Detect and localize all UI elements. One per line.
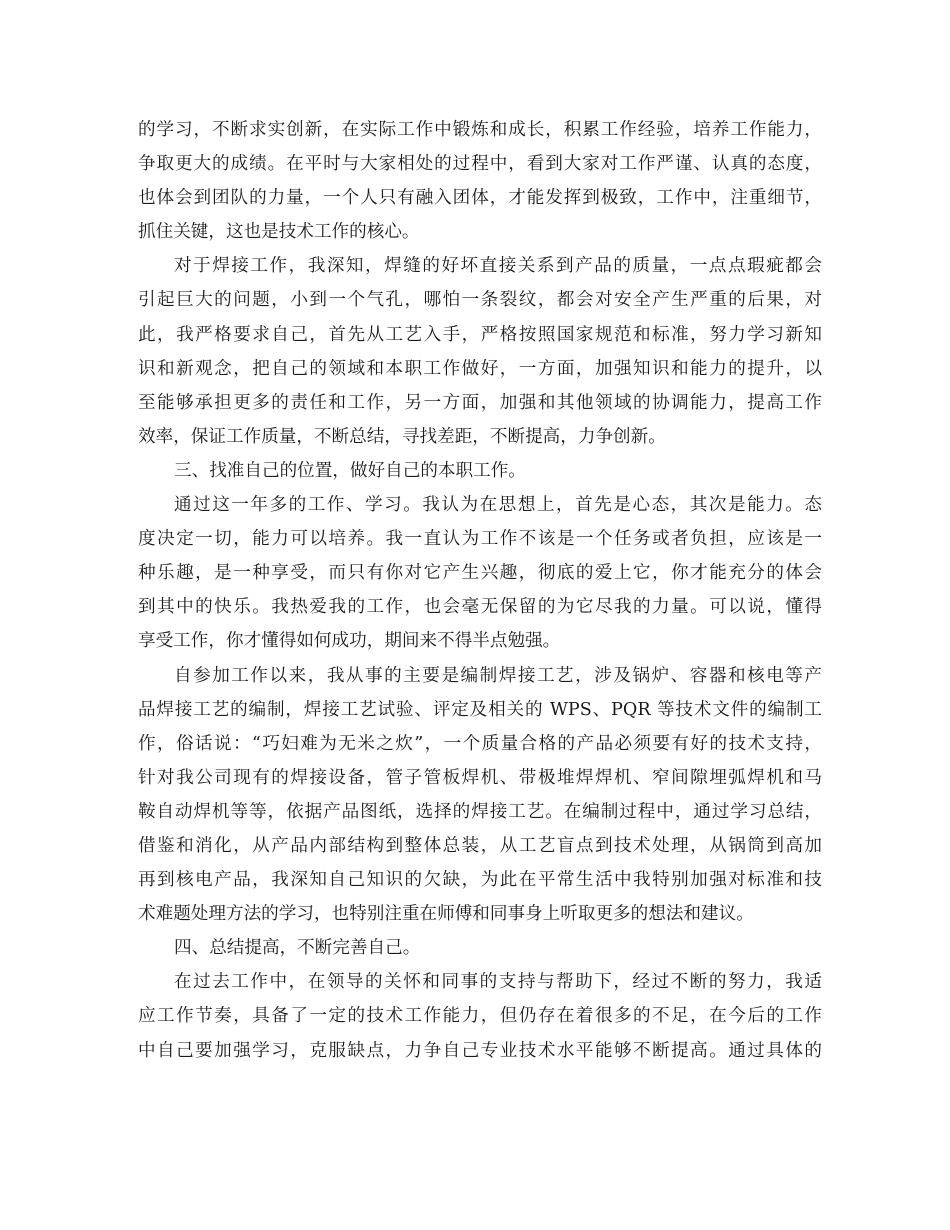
text-line: 争取更大的成绩。在平时与大家相处的过程中，看到大家对工作严谨、认真的态度，: [138, 154, 822, 175]
text-line: 度决定一切，能力可以培养。我一直认为工作不该是一个任务或者负担，应该是一: [138, 529, 822, 550]
text-line: 四、总结提高，不断完善自己。: [174, 938, 421, 959]
text-line: 到其中的快乐。我热爱我的工作，也会毫无保留的为它尽我的力量。可以说，懂得: [138, 597, 822, 618]
document-body-text: [138, 113, 822, 1068]
text-line: 抓住关键，这也是技术工作的核心。: [138, 222, 420, 243]
text-line: 识和新观念，把自己的领域和本职工作做好，一方面，加强知识和能力的提升，以: [138, 358, 822, 379]
text-line: 对于焊接工作，我深知，焊缝的好坏直接关系到产品的质量，一点点瑕疵都会: [174, 256, 822, 277]
text-line: 自参加工作以来，我从事的主要是编制焊接工艺，涉及锅炉、容器和核电等产: [174, 665, 822, 686]
text-line: 鞍自动焊机等等，依据产品图纸，选择的焊接工艺。在编制过程中，通过学习总结，: [138, 801, 822, 822]
text-line: 种乐趣，是一种享受，而只有你对它产生兴趣，彻底的爱上它，你才能充分的体会: [138, 563, 822, 584]
text-line: 再到核电产品，我深知自己知识的欠缺，为此在平常生活中我特别加强对标准和技: [138, 870, 822, 891]
text-line: 针对我公司现有的焊接设备，管子管板焊机、带极堆焊焊机、窄间隙埋弧焊机和马: [138, 767, 822, 788]
text-line: 作，俗话说：“巧妇难为无米之炊”，一个质量合格的产品必须要有好的技术支持，: [138, 733, 822, 754]
text-line: 通过这一年多的工作、学习。我认为在思想上，首先是心态，其次是能力。态: [174, 495, 822, 516]
text-line: 品焊接工艺的编制，焊接工艺试验、评定及相关的 WPS、PQR 等技术文件的编制工: [138, 699, 822, 720]
text-line: 享受工作，你才懂得如何成功，期间来不得半点勉强。: [138, 631, 561, 652]
text-line: 术难题处理方法的学习，也特别注重在师傅和同事身上听取更多的想法和建议。: [138, 904, 754, 925]
text-line: 三、找准自己的位置，做好自己的本职工作。: [174, 460, 526, 481]
text-line: 引起巨大的问题，小到一个气孔，哪怕一条裂纹，都会对安全产生严重的后果，对: [138, 290, 822, 311]
text-line: 至能够承担更多的责任和工作，另一方面，加强和其他领域的协调能力，提高工作: [138, 392, 822, 413]
text-line: 效率，保证工作质量，不断总结，寻找差距，不断提高，力争创新。: [138, 426, 666, 447]
text-line: 的学习，不断求实创新，在实际工作中锻炼和成长，积累工作经验，培养工作能力，: [138, 120, 822, 140]
text-line: 在过去工作中，在领导的关怀和同事的支持与帮助下，经过不断的努力，我适: [174, 972, 822, 993]
text-line: 借鉴和消化，从产品内部结构到整体总装，从工艺盲点到技术处理，从锅筒到高加: [138, 835, 822, 856]
text-line: 此，我严格要求自己，首先从工艺入手，严格按照国家规范和标准，努力学习新知: [138, 324, 822, 345]
text-line: 中自己要加强学习，克服缺点，力争自己专业技术水平能够不断提高。通过具体的: [138, 1040, 822, 1061]
text-line: 应工作节奏，具备了一定的技术工作能力，但仍存在着很多的不足，在今后的工作: [138, 1006, 822, 1027]
text-line: 也体会到团队的力量，一个人只有融入团体，才能发挥到极致，工作中，注重细节，: [138, 188, 822, 209]
